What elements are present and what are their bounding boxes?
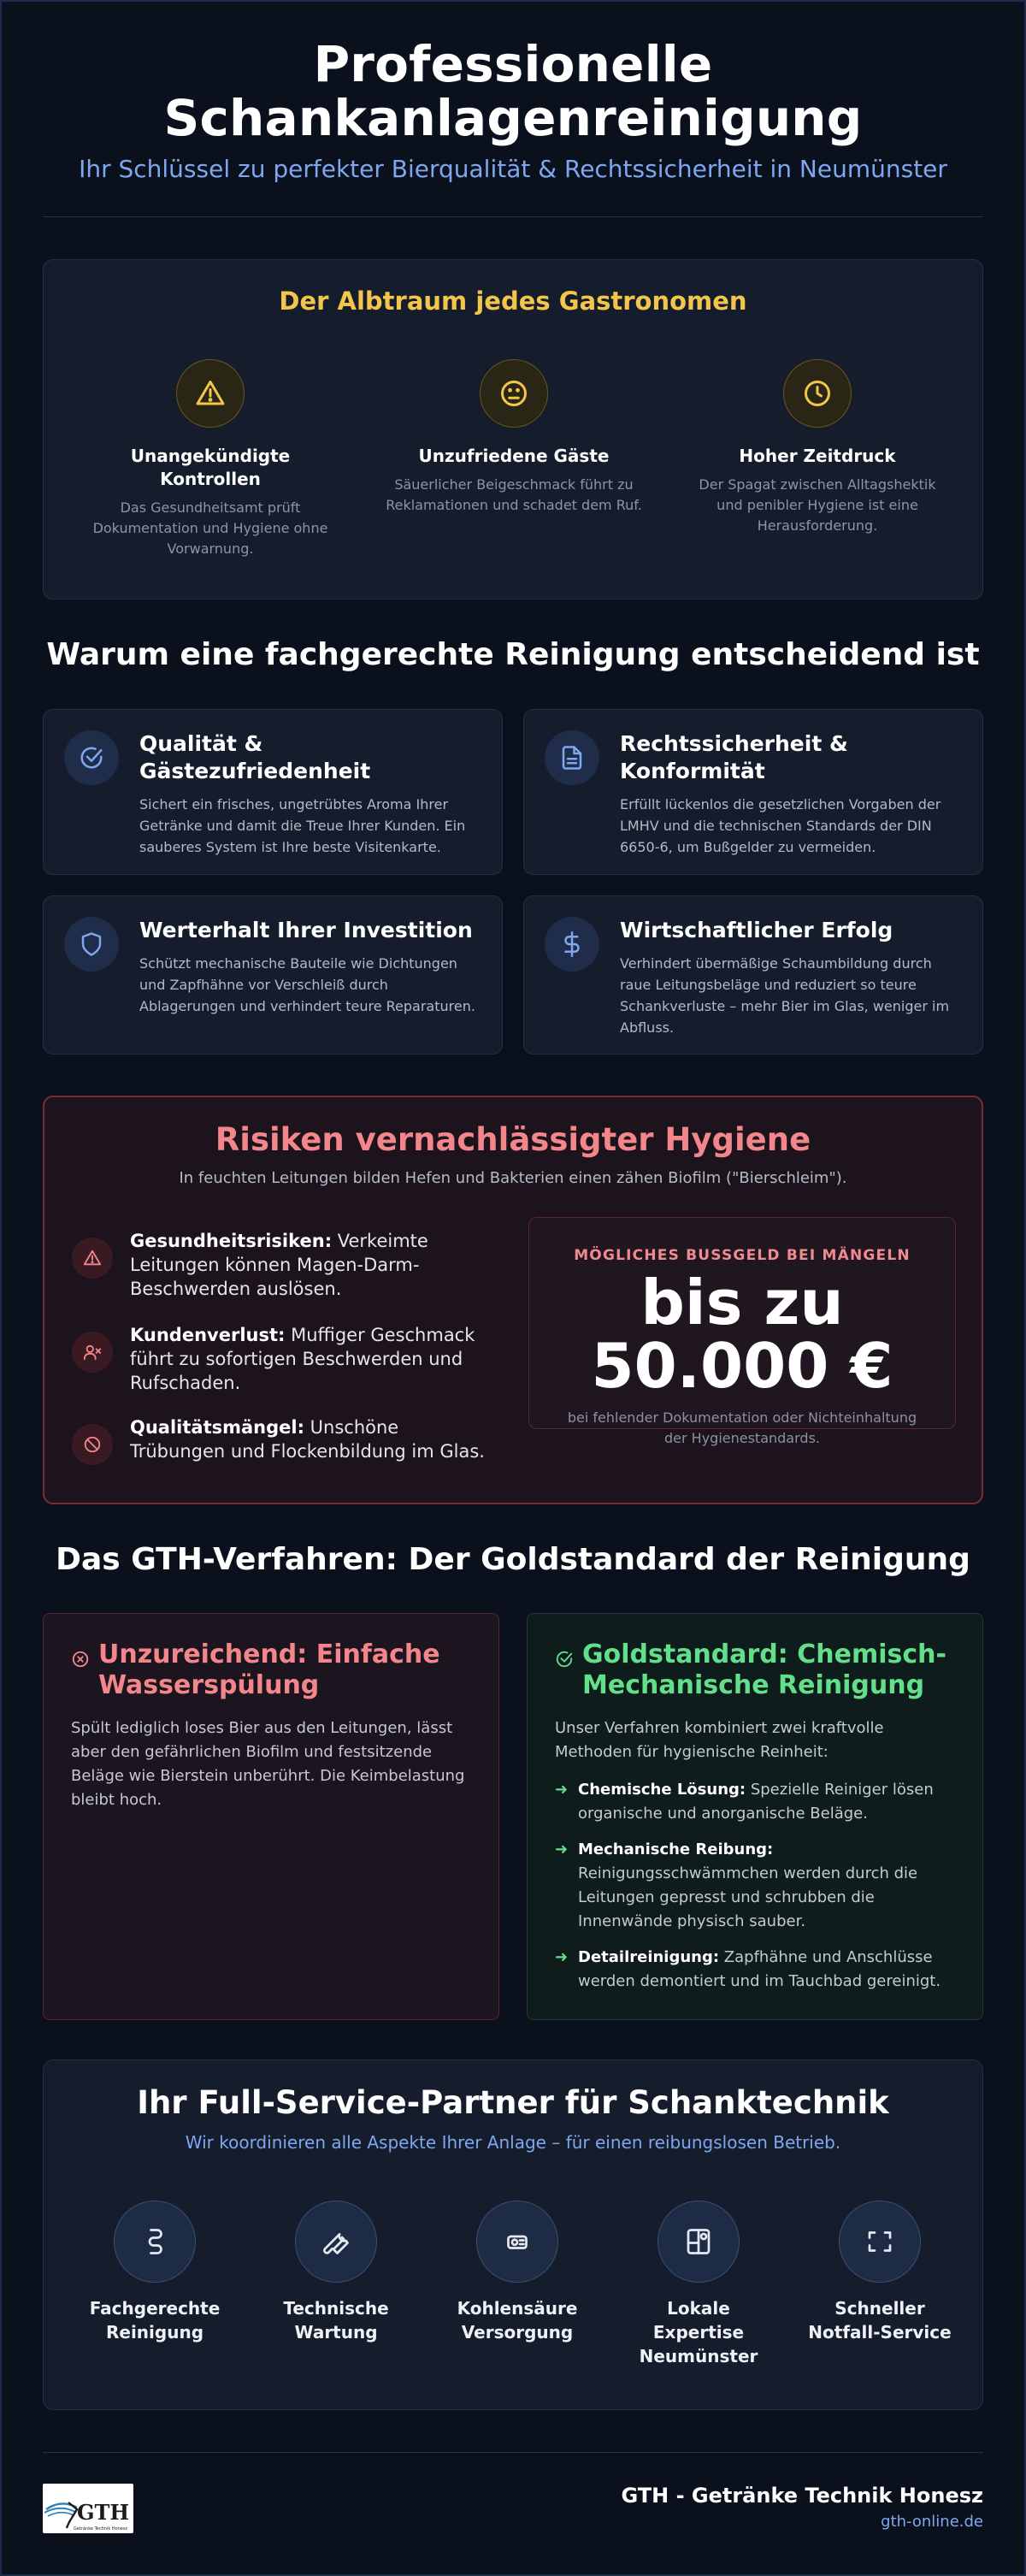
nightmare-title: Der Albtraum jedes Gastronomen: [279, 287, 747, 316]
service-item: Schneller Notfall-Service: [803, 2201, 957, 2344]
x-circle-icon: [71, 1650, 90, 1669]
clock-icon: [783, 359, 852, 428]
gold-standard-card: Goldstandard: Chemisch-Mechanische Reinigung Unser Verfahren kombiniert zwei kraftvolle Methoden für hygienische Reinheit: ➜ Chemische Lösung: Spezielle Reiniger lösen organische und anorganische Beläge. ➜ Mechanische Reibung: Reinigungsschwämmchen werden durch die Leitungen gepresst und schrubben die Innenwände physisch sauber. ➜ Detailreinigung: Zapfhähne und Anschlüsse werden demontiert und im Tauchbad gereinigt.: [527, 1613, 983, 2020]
gth-logo: [43, 2484, 133, 2533]
risks-card: Risiken vernachlässigter Hygiene In feuchten Leitungen bilden Hefen und Bakterien einen zähen Biofilm ("Bierschleim"). Gesundheitsrisiken: Verkeimte Leitungen können Magen-Darm-Beschwerden auslösen. Kundenverlust: Muffiger Geschmack führt zu sofortigen Beschwerden und Rufschaden. Qualitätsmängel: Unschöne Trübungen und Flockenbildung im Glas. MÖGLICHES BUSSGELD BEI MÄNGELN bis zu 50.000 € bei fehlender Dokumentation oder Nichteinhaltung der Hygienestandards.: [43, 1096, 983, 1504]
hero-header: [43, 35, 983, 183]
water-rinse-card: Unzureichend: Einfache Wasserspülung Spült lediglich loses Bier aus den Leitungen, lässt aber den gefährlichen Biofilm und festsitzende Beläge wie Bierstein unberührt. Die Keimbelastung bleibt hoch.: [43, 1613, 499, 2020]
service-item: Kohlensäure Versorgung: [440, 2201, 594, 2344]
ban-icon: [72, 1424, 113, 1465]
fine-value: bis zu 50.000 €: [591, 1267, 893, 1402]
fine-label: MÖGLICHES BUSSGELD BEI MÄNGELN: [574, 1247, 911, 1264]
arrow-right-icon: ➜: [555, 1840, 569, 1858]
why-card: Rechtssicherheit & Konformität Erfüllt lückenlos die gesetzlichen Vorgaben der LMHV und die technischen Standards der DIN 6650-6, um Bußgelder zu vermeiden.: [523, 709, 983, 875]
check-circle-icon: [555, 1650, 574, 1669]
gth-title: Das GTH-Verfahren: Der Goldstandard der Reinigung: [56, 1542, 970, 1577]
company-name: GTH - Getränke Technik Honesz: [621, 2484, 983, 2508]
why-card: Werterhalt Ihrer Investition Schützt mechanische Bauteile wie Dichtungen und Zapfhähne vor Verschleiß durch Ablagerungen und verhindert teure Reparaturen.: [43, 895, 503, 1055]
nightmare-item: Unangekündigte Kontrollen Das Gesundheitsamt prüft Dokumentation und Hygiene ohne Vorwarnung.: [82, 359, 339, 559]
nightmare-card: [43, 259, 983, 600]
why-title: Warum eine fachgerechte Reinigung entscheidend ist: [46, 637, 980, 672]
page-subtitle: Ihr Schlüssel zu perfekter Bierqualität & Rechtssicherheit in Neumünster: [79, 155, 947, 183]
page-title: Professionelle Schankanlagenreinigung: [163, 35, 863, 147]
arrow-right-icon: ➜: [555, 1781, 569, 1799]
document-icon: [545, 730, 599, 785]
fine-note: bei fehlender Dokumentation oder Nichteinhaltung der Hygienestandards.: [567, 1409, 917, 1446]
alert-triangle-icon: [72, 1238, 113, 1279]
logo-tagline: Getränke Technik Honesz: [74, 2526, 128, 2532]
co2-tank-icon: [476, 2201, 558, 2283]
wrench-icon: [295, 2201, 377, 2283]
why-card: Wirtschaftlicher Erfolg Verhindert übermäßige Schaumbildung durch raue Leitungsbeläge und reduziert so teure Schankverluste – mehr Bier im Glas, weniger im Abfluss.: [523, 895, 983, 1055]
unhappy-face-icon: [480, 359, 548, 428]
shield-icon: [64, 917, 119, 972]
partner-card: [43, 2059, 983, 2410]
service-item: Lokale Expertise Neumünster: [622, 2201, 775, 2368]
partner-title: Ihr Full-Service-Partner für Schanktechnik: [137, 2084, 889, 2121]
dollar-icon: [545, 917, 599, 972]
service-item: Fachgerechte Reinigung: [78, 2201, 232, 2344]
nightmare-item: Hoher Zeitdruck Der Spagat zwischen Alltagshektik und penibler Hygiene ist eine Herausforderung.: [689, 359, 946, 536]
nightmare-item: Unzufriedene Gäste Säuerlicher Beigeschmack führt zu Reklamationen und schadet dem Ruf.: [386, 359, 642, 516]
arrow-right-icon: ➜: [555, 1948, 569, 1966]
logo-text: GTH: [77, 2500, 130, 2525]
risks-title: Risiken vernachlässigter Hygiene: [215, 1121, 811, 1158]
map-location-icon: [657, 2201, 740, 2283]
warning-icon: [176, 359, 245, 428]
user-remove-icon: [72, 1332, 113, 1373]
why-card: Qualität & Gästezufriedenheit Sichert ein frisches, ungetrübtes Aroma Ihrer Getränke und damit die Treue Ihrer Kunden. Ein sauberes System ist Ihre beste Visitenkarte.: [43, 709, 503, 875]
header-divider: [43, 216, 983, 217]
method-list: [555, 1778, 953, 1994]
service-item: Technische Wartung: [259, 2201, 413, 2344]
check-circle-icon: [64, 730, 119, 785]
partner-subtitle: Wir koordinieren alle Aspekte Ihrer Anlage – für einen reibungslosen Betrieb.: [185, 2132, 841, 2153]
risks-subtitle: In feuchten Leitungen bilden Hefen und Bakterien einen zähen Biofilm ("Bierschleim").: [179, 1169, 847, 1187]
list-item: ➜ Chemische Lösung: Spezielle Reiniger lösen organische und anorganische Beläge.: [555, 1778, 953, 1826]
list-item: ➜ Detailreinigung: Zapfhähne und Anschlüsse werden demontiert und im Tauchbad gereinigt.: [555, 1946, 953, 1994]
scan-frame-icon: [839, 2201, 921, 2283]
list-item: ➜ Mechanische Reibung: Reinigungsschwämmchen werden durch die Leitungen gepresst und schrubben die Innenwände physisch sauber.: [555, 1838, 953, 1934]
footer-divider: [43, 2452, 983, 2453]
pipe-icon: [114, 2201, 196, 2283]
fine-box: [528, 1217, 956, 1446]
company-website-link[interactable]: gth-online.de: [881, 2513, 983, 2531]
